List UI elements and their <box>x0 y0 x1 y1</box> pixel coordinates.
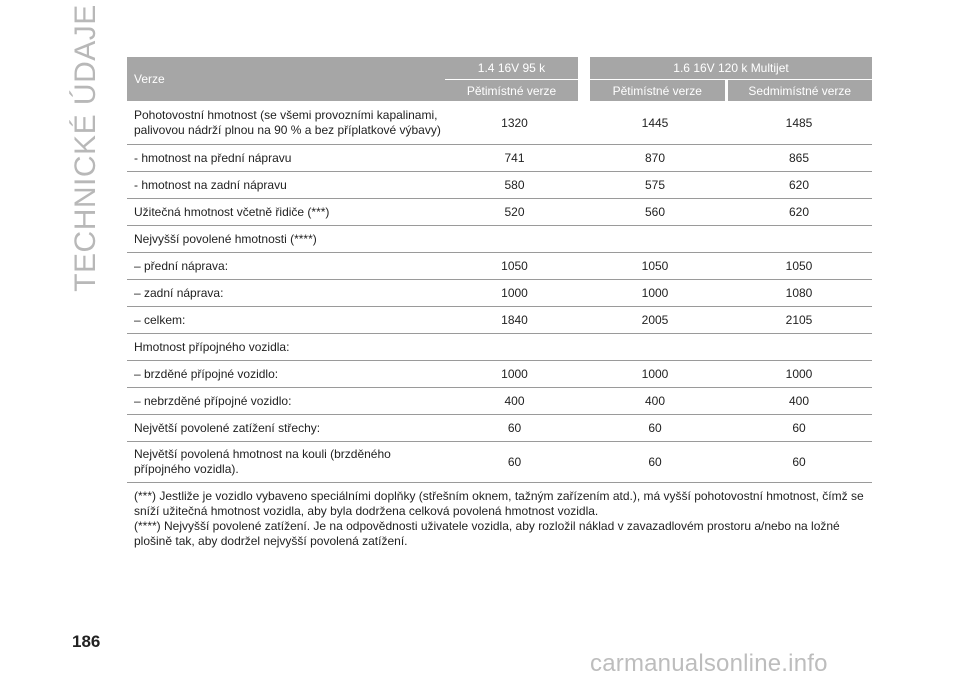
row-value: 580 <box>445 172 584 199</box>
table-row <box>127 334 872 361</box>
row-value: 620 <box>726 199 872 226</box>
footnotes <box>134 489 872 549</box>
row-value: 1000 <box>726 361 872 388</box>
row-value <box>584 226 726 253</box>
row-value: 1000 <box>584 280 726 307</box>
row-value: 575 <box>584 172 726 199</box>
table-row <box>127 199 872 226</box>
row-label: Pohotovostní hmotnost (se všemi provozními kapalinami, palivovou nádrží plnou na 90 % a bez příplatkové výbavy) <box>127 101 445 145</box>
row-label: – přední náprava: <box>127 253 445 280</box>
table-row <box>127 280 872 307</box>
table-row <box>127 172 872 199</box>
header-engine-2: 1.6 16V 120 k Multijet <box>584 57 872 80</box>
row-value <box>445 334 584 361</box>
row-value: 1000 <box>445 361 584 388</box>
subheader-1: Pětimístné verze <box>445 80 584 102</box>
section-title-vertical <box>58 3 114 292</box>
row-value: 60 <box>726 415 872 442</box>
row-value <box>726 226 872 253</box>
table-header-row <box>127 57 872 80</box>
row-value: 1840 <box>445 307 584 334</box>
row-label: - hmotnost na zadní nápravu <box>127 172 445 199</box>
table-row <box>127 388 872 415</box>
row-label: – nebrzděné přípojné vozidlo: <box>127 388 445 415</box>
row-value: 1320 <box>445 101 584 145</box>
row-label: Největší povolená hmotnost na kouli (brzděného přípojného vozidla). <box>127 442 445 483</box>
row-label: Nejvyšší povolené hmotnosti (****) <box>127 226 445 253</box>
table-row <box>127 307 872 334</box>
page-number: 186 <box>72 632 101 651</box>
header-engine-1: 1.4 16V 95 k <box>445 57 584 80</box>
row-value: 400 <box>584 388 726 415</box>
table-row <box>127 415 872 442</box>
footnote-2: (****) Nejvyšší povolené zatížení. Je na odpovědnosti uživatele vozidla, aby rozložil náklad v zavazadlovém prostoru a/nebo na ložné plošině tak, aby dodržel nejvyšší povolená zatížení. <box>134 519 840 548</box>
header-verze: Verze <box>127 57 445 101</box>
row-value: 2105 <box>726 307 872 334</box>
row-label: - hmotnost na přední nápravu <box>127 145 445 172</box>
row-value: 870 <box>584 145 726 172</box>
row-value: 1485 <box>726 101 872 145</box>
row-value: 60 <box>445 442 584 483</box>
row-value: 1050 <box>584 253 726 280</box>
row-value: 60 <box>584 442 726 483</box>
row-label: – zadní náprava: <box>127 280 445 307</box>
row-value: 1000 <box>584 361 726 388</box>
row-label: Největší povolené zatížení střechy: <box>127 415 445 442</box>
row-value: 1050 <box>445 253 584 280</box>
table-row <box>127 226 872 253</box>
weights-table <box>127 57 872 483</box>
row-label: – celkem: <box>127 307 445 334</box>
subheader-3: Sedmimístné verze <box>726 80 872 102</box>
row-value: 1445 <box>584 101 726 145</box>
row-value: 400 <box>726 388 872 415</box>
row-value: 60 <box>445 415 584 442</box>
table-row <box>127 145 872 172</box>
section-title-text: TECHNICKÉ ÚDAJE <box>69 3 103 292</box>
row-value: 741 <box>445 145 584 172</box>
row-label: Hmotnost přípojného vozidla: <box>127 334 445 361</box>
table-row <box>127 101 872 145</box>
watermark: carmanualsonline.info <box>590 650 828 677</box>
row-value: 520 <box>445 199 584 226</box>
row-value: 60 <box>726 442 872 483</box>
row-value: 1000 <box>445 280 584 307</box>
row-value <box>584 334 726 361</box>
footnote-1: (***) Jestliže je vozidlo vybaveno speciálními doplňky (střešním oknem, tažným zařízením atd.), má vyšší pohotovostní hmotnost, čímž se sníží užitečná hmotnost vozidla, aby byla dodržena celková povolená hmotnost vozidla. <box>134 489 864 518</box>
row-value: 2005 <box>584 307 726 334</box>
subheader-2: Pětimístné verze <box>584 80 726 102</box>
table-row <box>127 253 872 280</box>
table-row <box>127 442 872 483</box>
row-value <box>445 226 584 253</box>
row-value: 620 <box>726 172 872 199</box>
row-value: 1050 <box>726 253 872 280</box>
row-value: 400 <box>445 388 584 415</box>
row-value: 60 <box>584 415 726 442</box>
table-row <box>127 361 872 388</box>
row-value <box>726 334 872 361</box>
row-value: 1080 <box>726 280 872 307</box>
row-value: 865 <box>726 145 872 172</box>
row-label: – brzděné přípojné vozidlo: <box>127 361 445 388</box>
row-label: Užitečná hmotnost včetně řidiče (***) <box>127 199 445 226</box>
row-value: 560 <box>584 199 726 226</box>
